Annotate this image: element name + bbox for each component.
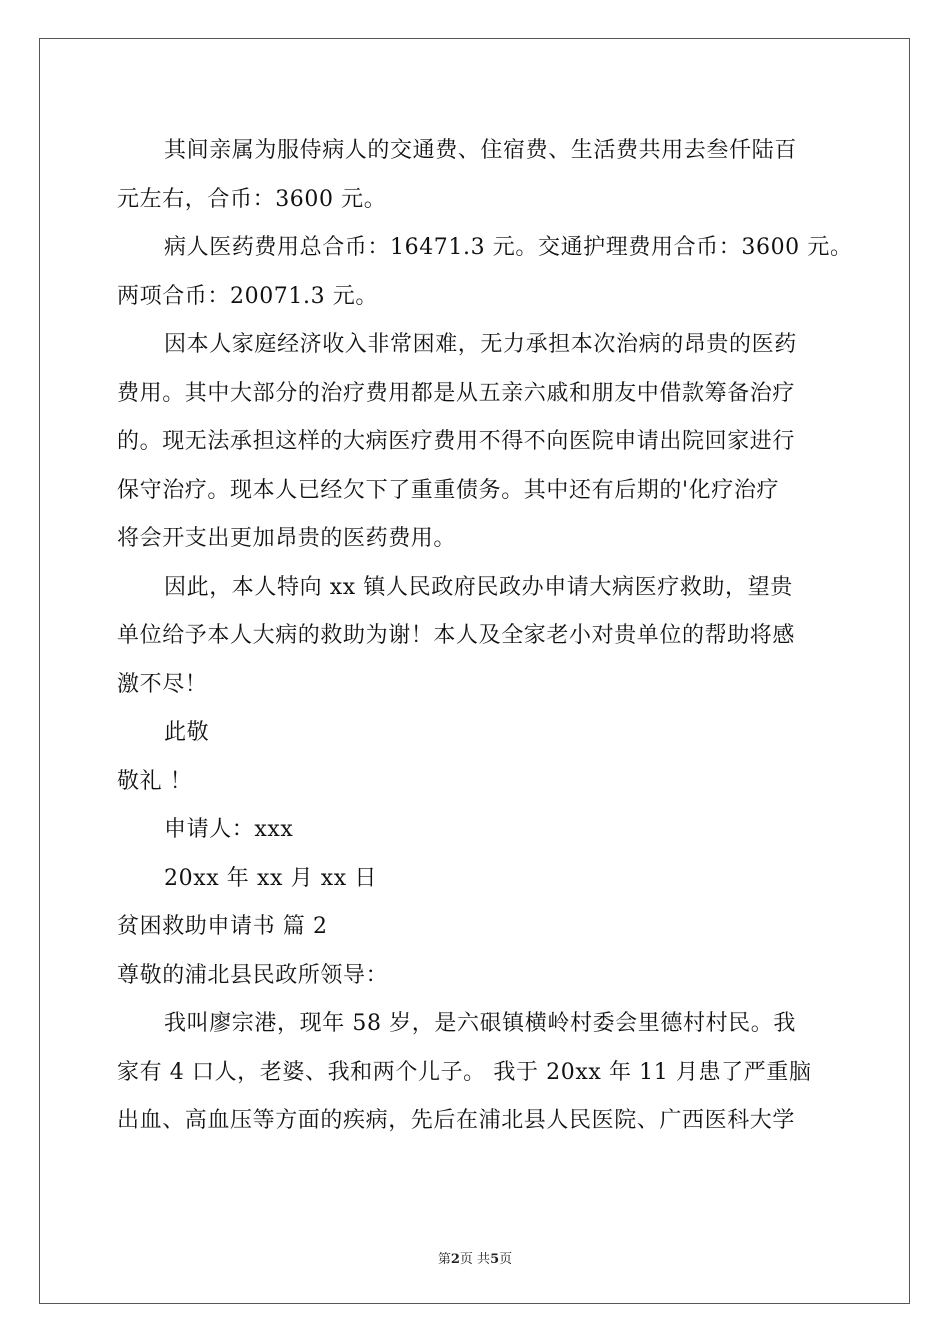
document-body [117,127,853,1146]
paragraph-line: 单位给予本人大病的救助为谢！本人及全家老小对贵单位的帮助将感 [117,623,796,648]
paragraph-line: 因本人家庭经济收入非常困难，无力承担本次治病的昂贵的医药 [164,332,797,357]
closing-regards: 敬礼 ！ [117,768,193,794]
section-title: 贫困救助申请书 篇 2 [117,914,328,939]
page-mid: 页 共 [459,1252,491,1267]
paragraph-line: 其间亲属为服侍病人的交通费、住宿费、生活费共用去叁仟陆百 [164,138,797,163]
total-page-number: 5 [490,1252,500,1267]
paragraph-line: 病人医药费用总合币：16471.3 元。交通护理费用合币：3600 元。 [164,235,853,260]
paragraph-line: 激不尽！ [117,671,208,697]
page-footer [0,1248,950,1267]
applicant-signature: 申请人：xxx [164,817,294,842]
paragraph-line: 两项合币：20071.3 元。 [117,283,378,309]
paragraph-line: 出血、高血压等方面的疾病，先后在浦北县人民医院、广西医科大学 [117,1108,796,1133]
letter-greeting: 尊敬的浦北县民政所领导： [117,962,389,988]
paragraph-line: 保守治疗。现本人已经欠下了重重债务。其中还有后期的'化疗治疗 [117,477,780,503]
paragraph-line: 我叫廖宗港，现年 58 岁，是六硍镇横岭村委会里德村村民。我 [164,1011,796,1036]
paragraph-line: 元左右，合币：3600 元。 [117,186,387,212]
paragraph-line: 的。现无法承担这样的大病医疗费用不得不向医院申请出院回家进行 [117,429,796,454]
letter-date: 20xx 年 xx 月 xx 日 [164,865,378,891]
paragraph-line: 费用。其中大部分的治疗费用都是从五亲六戚和朋友中借款筹备治疗 [117,380,796,406]
page-suffix: 页 [499,1252,513,1267]
paragraph-line: 将会开支出更加昂贵的医药费用。 [117,526,457,551]
closing-salutation: 此敬 [164,720,210,745]
paragraph-line: 家有 4 口人，老婆、我和两个儿子。 我于 20xx 年 11 月患了严重脑 [117,1059,812,1085]
current-page-number: 2 [450,1252,460,1267]
page-prefix: 第 [437,1252,451,1267]
paragraph-line: 因此，本人特向 xx 镇人民政府民政办申请大病医疗救助，望贵 [164,574,793,600]
